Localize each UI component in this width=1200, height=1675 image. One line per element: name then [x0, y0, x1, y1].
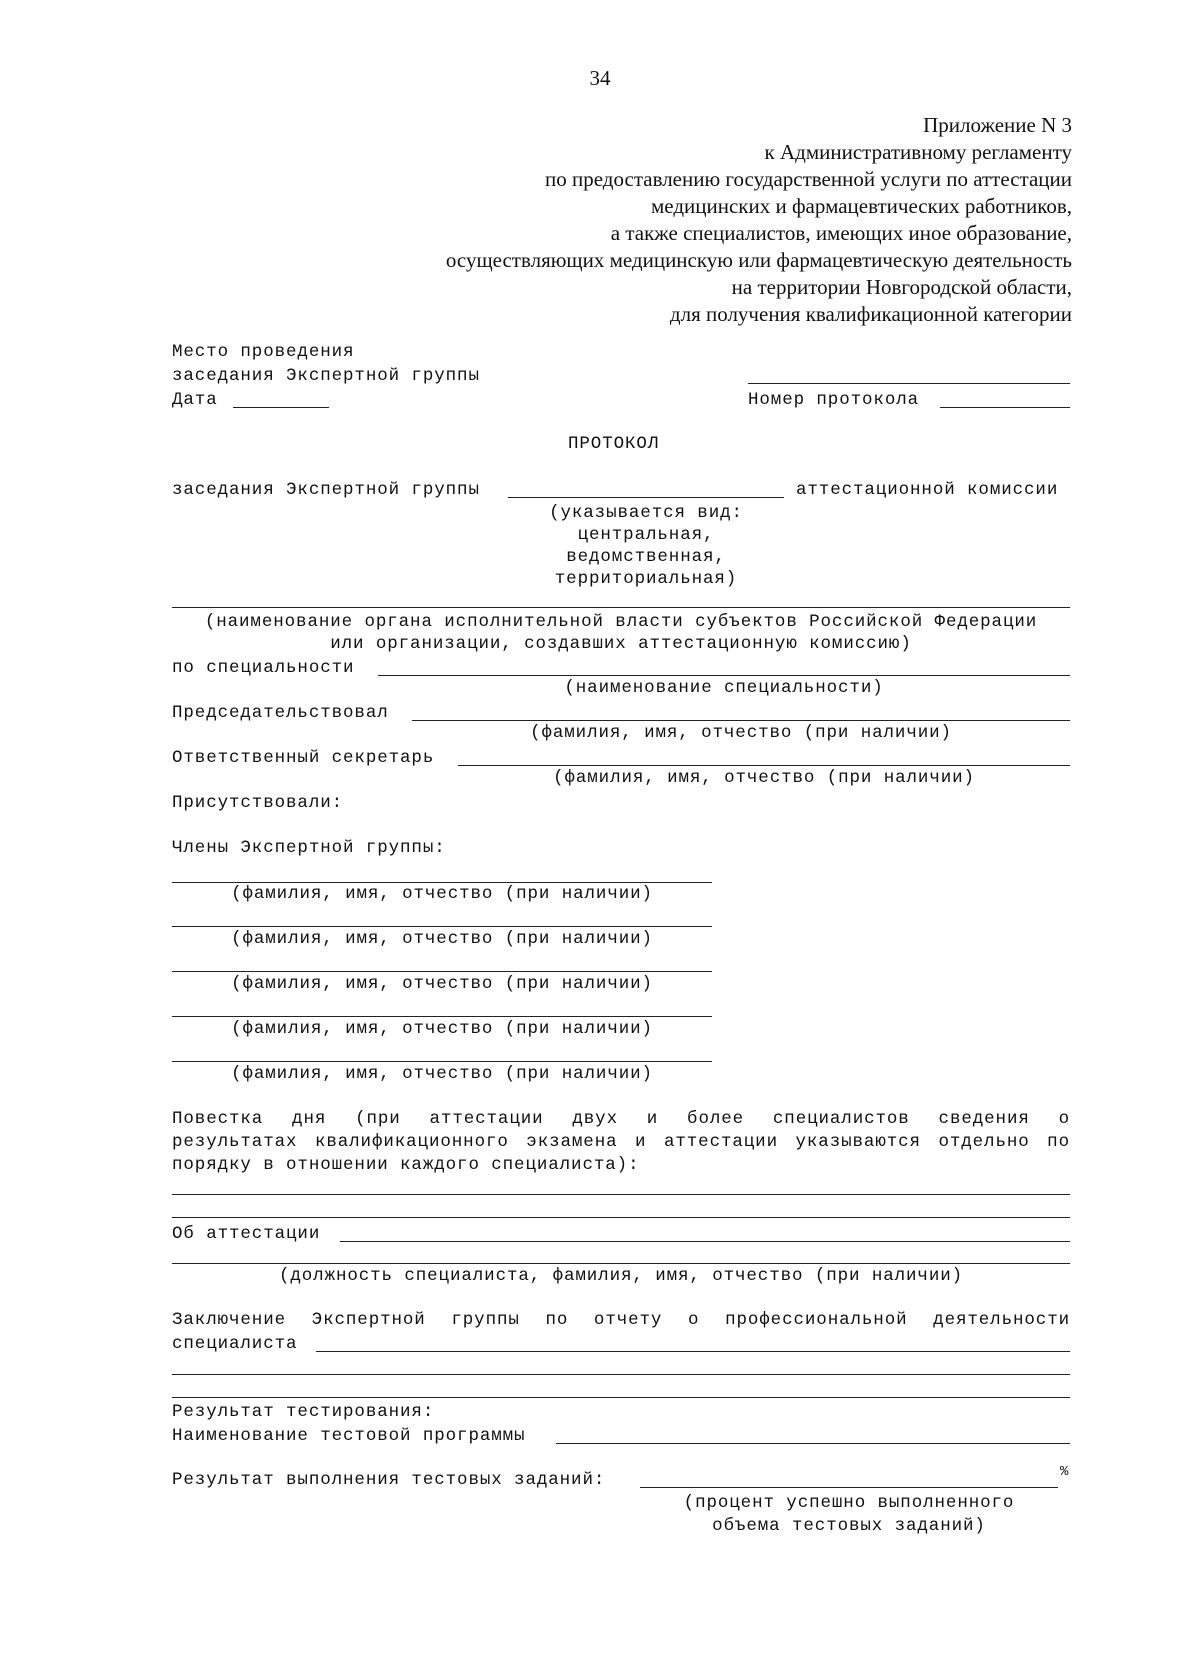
member-field[interactable]: [172, 1016, 712, 1017]
hint-line: центральная,: [577, 525, 715, 545]
hint-line: территориальная): [554, 569, 738, 589]
appendix-header: [446, 112, 1072, 328]
conclusion-label2: специалиста: [172, 1334, 298, 1354]
commission-type-field[interactable]: [508, 497, 784, 498]
member-caption: (фамилия, имя, отчество (при наличии): [231, 929, 653, 949]
attestation-caption: (должность специалиста, фамилия, имя, отчество (при наличии): [278, 1266, 964, 1286]
appendix-line: медицинских и фармацевтических работников,: [650, 194, 1072, 218]
agenda-line2: результатах квалификационного экзамена и аттестации указываются отдельно по: [172, 1132, 1070, 1152]
test-program-label: Наименование тестовой программы: [172, 1426, 526, 1446]
secretary-field[interactable]: [458, 765, 1070, 766]
appendix-line: осуществляющих медицинскую или фармацевтическую деятельность: [445, 248, 1072, 272]
authority-caption-line2: или организации, создавших аттестационную комиссию): [330, 634, 912, 654]
specialty-caption: (наименование специальности): [564, 678, 884, 698]
conclusion-field[interactable]: [172, 1397, 1070, 1398]
date-label: Дата: [172, 390, 218, 410]
percent-sign: %: [1060, 1464, 1070, 1480]
chair-field[interactable]: [412, 720, 1070, 721]
member-field[interactable]: [172, 926, 712, 927]
conclusion-line1: Заключение Экспертной группы по отчету о профессиональной деятельности: [172, 1310, 1070, 1330]
date-field[interactable]: [233, 407, 329, 408]
place-field[interactable]: [748, 383, 1070, 384]
test-percent-caption-line1: (процент успешно выполненного: [683, 1493, 1015, 1513]
test-result-heading: Результат тестирования:: [172, 1402, 435, 1422]
hint-line: ведомственная,: [566, 547, 726, 567]
chair-label: Председательствовал: [172, 703, 389, 723]
appendix-line: для получения квалификационной категории: [669, 302, 1072, 326]
member-field[interactable]: [172, 882, 712, 883]
test-program-field[interactable]: [556, 1443, 1070, 1444]
document-title: ПРОТОКОЛ: [568, 434, 660, 454]
attestation-label: Об аттестации: [172, 1224, 321, 1244]
appendix-line: на территории Новгородской области,: [731, 275, 1072, 299]
appendix-line: к Административному регламенту: [764, 140, 1072, 164]
meeting-prefix: заседания Экспертной группы: [172, 480, 480, 500]
conclusion-field[interactable]: [172, 1374, 1070, 1375]
place-label-line1: Место проведения: [172, 342, 355, 362]
member-field[interactable]: [172, 971, 712, 972]
protocol-number-label: Номер протокола: [748, 390, 920, 410]
place-label-line2: заседания Экспертной группы: [172, 366, 480, 386]
agenda-line1: Повестка дня (при аттестации двух и более специалистов сведения о: [172, 1109, 1070, 1129]
secretary-caption: (фамилия, имя, отчество (при наличии): [553, 768, 975, 788]
appendix-line: Приложение N 3: [923, 113, 1072, 137]
agenda-field[interactable]: [172, 1194, 1070, 1195]
present-label: Присутствовали:: [172, 793, 344, 813]
member-field[interactable]: [172, 1061, 712, 1062]
member-caption: (фамилия, имя, отчество (при наличии): [231, 974, 653, 994]
agenda-line3: порядку в отношении каждого специалиста):: [172, 1155, 640, 1175]
attestation-field[interactable]: [340, 1241, 1070, 1242]
attestation-field-extra[interactable]: [172, 1263, 1070, 1264]
agenda-field[interactable]: [172, 1217, 1070, 1218]
member-caption: (фамилия, имя, отчество (при наличии): [231, 884, 653, 904]
authority-caption-line1: (наименование органа исполнительной власти субъектов Российской Федерации: [204, 612, 1038, 632]
members-label: Члены Экспертной группы:: [172, 838, 446, 858]
protocol-number-field[interactable]: [940, 407, 1070, 408]
hint-line: (указывается вид:: [549, 503, 743, 523]
page-number: 34: [589, 66, 611, 90]
member-caption: (фамилия, имя, отчество (при наличии): [231, 1019, 653, 1039]
specialty-field[interactable]: [378, 675, 1070, 676]
test-tasks-label: Результат выполнения тестовых заданий:: [172, 1470, 606, 1490]
member-caption: (фамилия, имя, отчество (при наличии): [231, 1064, 653, 1084]
test-percent-caption-line2: объема тестовых заданий): [712, 1516, 986, 1536]
conclusion-field[interactable]: [316, 1351, 1070, 1352]
test-percent-field[interactable]: [640, 1487, 1058, 1488]
commission-type-hint: [508, 502, 784, 590]
meeting-suffix: аттестационной комиссии: [796, 480, 1059, 500]
chair-caption: (фамилия, имя, отчество (при наличии): [530, 723, 952, 743]
secretary-label: Ответственный секретарь: [172, 748, 435, 768]
appendix-line: а также специалистов, имеющих иное образование,: [610, 221, 1072, 245]
appendix-line: по предоставлению государственной услуги по аттестации: [545, 167, 1072, 191]
specialty-label: по специальности: [172, 658, 355, 678]
authority-field[interactable]: [172, 607, 1070, 608]
